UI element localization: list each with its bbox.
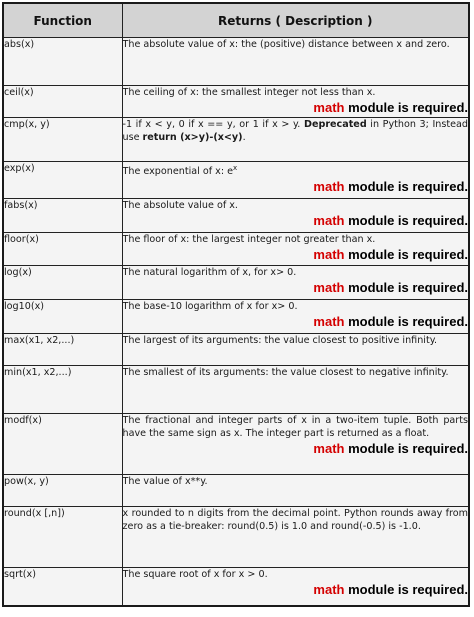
table-row (3, 118, 469, 162)
table-row (3, 233, 469, 266)
math-note (123, 247, 469, 262)
math-note (123, 100, 469, 115)
description-text: The absolute value of x. (122, 200, 238, 211)
description-cell (122, 199, 469, 233)
table-row (3, 568, 469, 606)
description-text: The exponential of x: e (122, 166, 234, 178)
table-row (3, 199, 469, 233)
description-cell (122, 86, 469, 118)
math-note-text: module is required. (344, 280, 468, 295)
function-cell: round(x [,n]) (3, 507, 122, 568)
function-cell: floor(x) (3, 233, 122, 266)
description-cell (122, 266, 469, 300)
math-note (123, 441, 469, 456)
function-cell: sqrt(x) (3, 568, 122, 606)
exponent: x (233, 164, 238, 172)
math-note (123, 314, 469, 329)
deprecated-label: Deprecated (303, 119, 367, 130)
description-cell (122, 233, 469, 266)
math-note (123, 280, 469, 295)
description-text: The square root of x for x > 0. (122, 569, 268, 580)
math-keyword: math (313, 280, 345, 295)
description-text: The ceiling of x: the smallest integer not less than x. (122, 87, 376, 98)
math-note-text: module is required. (344, 100, 468, 115)
description-text: x rounded to n digits from the decimal point. Python rounds away from zero as a tie-breaker: round(0.5) is 1.0 and round(-0.5) is -1.0. (122, 508, 468, 532)
function-cell: modf(x) (3, 414, 122, 475)
description-text: . (242, 132, 246, 143)
description-cell (122, 414, 469, 475)
description-cell (122, 475, 469, 507)
description-text: in Python 3; Instead use (122, 119, 469, 143)
function-cell: cmp(x, y) (3, 118, 122, 162)
math-keyword: math (313, 179, 345, 195)
math-functions-table (2, 2, 470, 607)
description-text: -1 if x < y, 0 if x == y, or 1 if x > y. (122, 119, 304, 130)
math-note (123, 213, 469, 228)
description-cell (122, 334, 469, 366)
table-row (3, 266, 469, 300)
description-text: The fractional and integer parts of x in a two-item tuple. Both parts have the same sign as x. The integer part is returned as a float. (122, 415, 468, 439)
description-text: The smallest of its arguments: the value closest to negative infinity. (122, 367, 449, 378)
math-note-text: module is required. (344, 247, 468, 262)
header-function: Function (3, 3, 122, 38)
function-cell: ceil(x) (3, 86, 122, 118)
description-cell (122, 366, 469, 414)
description-cell (122, 300, 469, 334)
table-row (3, 38, 469, 86)
math-note-text: module is required. (344, 179, 468, 195)
function-cell: log(x) (3, 266, 122, 300)
math-keyword: math (313, 247, 345, 262)
function-cell: log10(x) (3, 300, 122, 334)
description-text: The largest of its arguments: the value closest to positive infinity. (122, 335, 438, 346)
table-row (3, 162, 469, 199)
description-cell (122, 507, 469, 568)
math-note-text: module is required. (344, 441, 468, 456)
table-row (3, 86, 469, 118)
table-row (3, 300, 469, 334)
math-note (123, 179, 469, 194)
description-cell (122, 118, 469, 162)
description-text: The natural logarithm of x, for x> 0. (122, 267, 297, 278)
math-note (123, 582, 469, 597)
description-cell (122, 568, 469, 606)
description-text: The floor of x: the largest integer not greater than x. (122, 234, 376, 245)
table-row (3, 414, 469, 475)
math-keyword: math (313, 100, 345, 115)
math-keyword: math (313, 314, 345, 329)
math-note-text: module is required. (344, 582, 468, 597)
header-row (3, 3, 469, 38)
description-text: The value of x**y. (122, 476, 208, 487)
function-cell: min(x1, x2,...) (3, 366, 122, 414)
description-cell (122, 38, 469, 86)
function-cell: fabs(x) (3, 199, 122, 233)
math-keyword: math (313, 213, 345, 228)
description-cell (122, 162, 469, 199)
math-keyword: math (313, 441, 345, 456)
table-row (3, 334, 469, 366)
function-cell: exp(x) (3, 162, 122, 199)
math-keyword: math (313, 582, 345, 597)
math-note-text: module is required. (344, 314, 468, 329)
description-text: The base-10 logarithm of x for x> 0. (122, 301, 298, 312)
table-row (3, 366, 469, 414)
table-row (3, 507, 469, 568)
code-expression: return (x>y)-(x<y) (142, 132, 243, 143)
function-cell: pow(x, y) (3, 475, 122, 507)
function-cell: max(x1, x2,...) (3, 334, 122, 366)
table-row (3, 475, 469, 507)
function-cell: abs(x) (3, 38, 122, 86)
math-note-text: module is required. (344, 213, 468, 228)
description-text: The absolute value of x: the (positive) distance between x and zero. (122, 39, 450, 50)
header-returns: Returns ( Description ) (122, 3, 469, 38)
